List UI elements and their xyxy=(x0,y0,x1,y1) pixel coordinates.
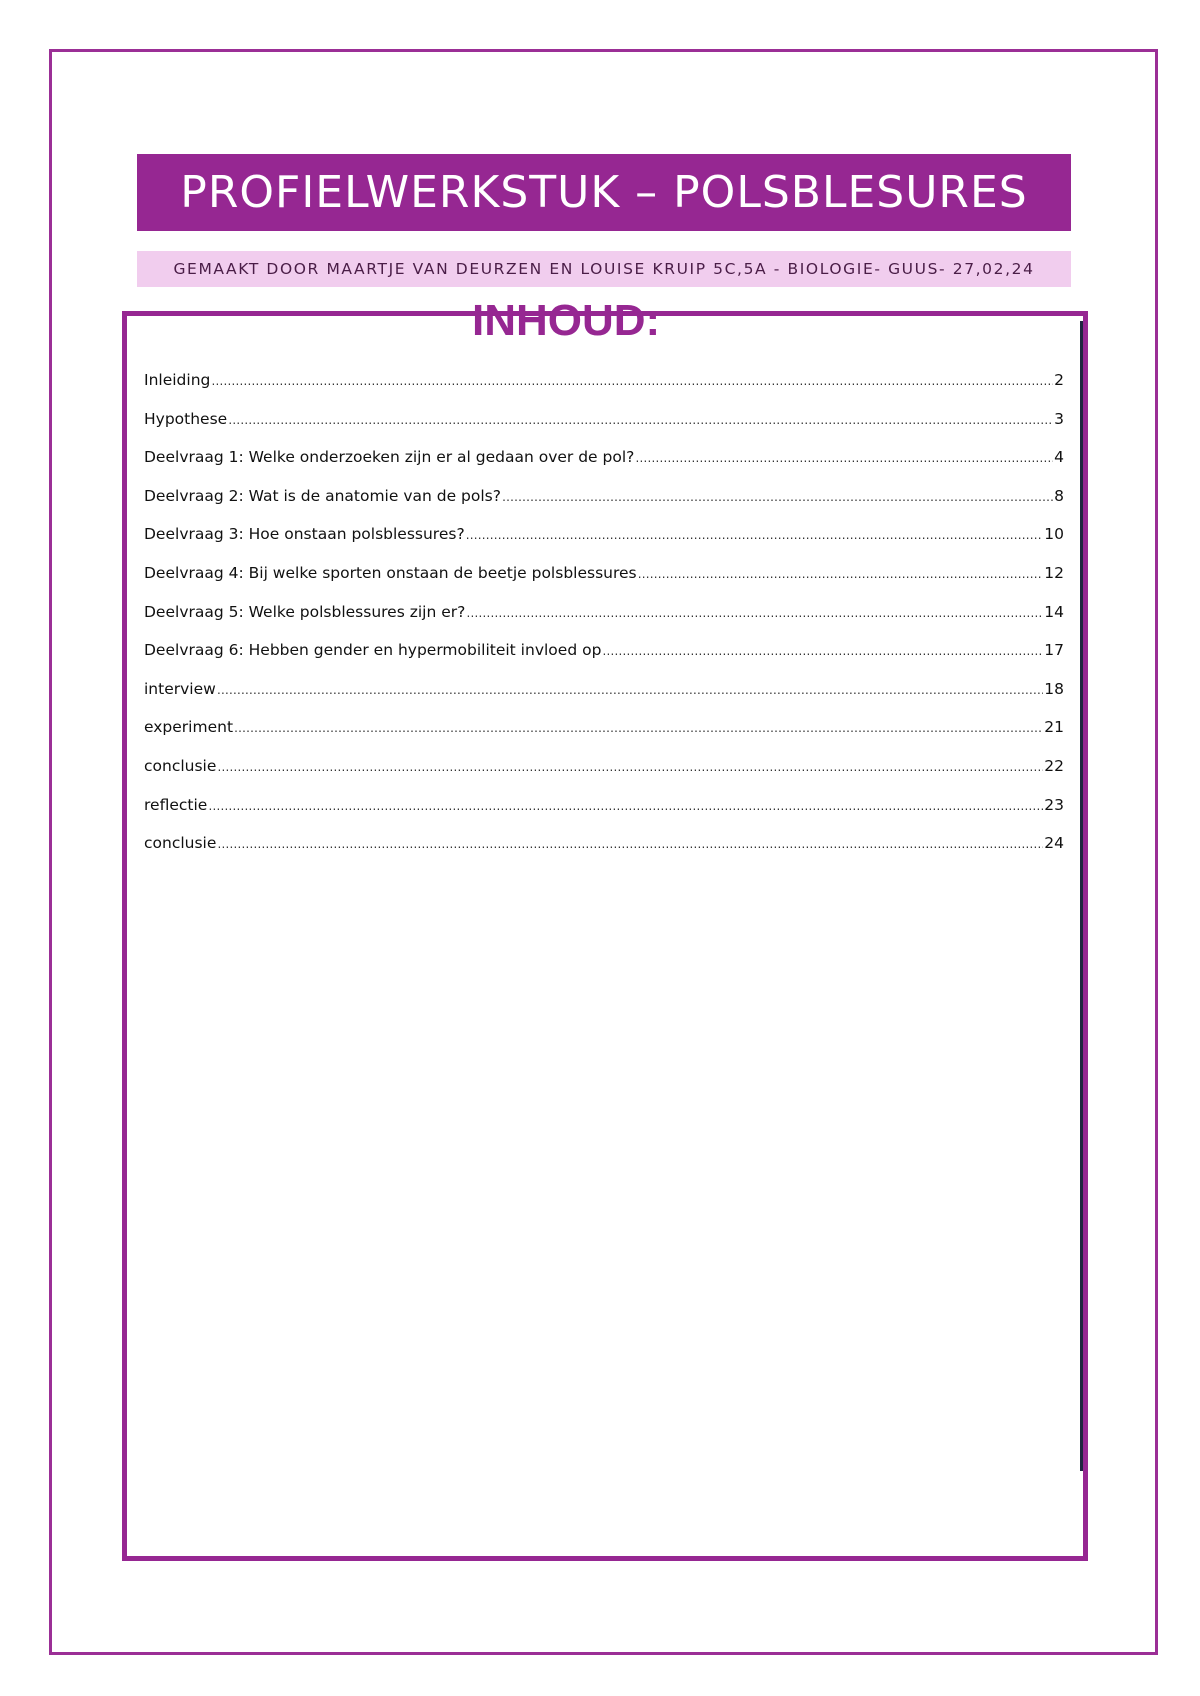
toc-entry[interactable] xyxy=(144,757,1064,796)
toc-entry-page: 10 xyxy=(1044,525,1064,544)
toc-entry-label: Deelvraag 3: Hoe onstaan polsblessures? xyxy=(144,525,465,544)
toc-leader-dots xyxy=(502,490,1053,504)
toc-entry[interactable] xyxy=(144,641,1064,680)
document-title-text: PROFIELWERKSTUK – POLSBLESURES xyxy=(180,167,1028,218)
toc-entry[interactable] xyxy=(144,680,1064,719)
toc-heading: INHOUD: xyxy=(472,296,661,345)
toc-entry-page: 18 xyxy=(1044,679,1064,698)
toc-entry[interactable] xyxy=(144,448,1064,487)
toc-entry-page: 17 xyxy=(1044,641,1064,660)
toc-entry[interactable] xyxy=(144,410,1064,449)
toc-leader-dots xyxy=(234,721,1043,735)
toc-entry-page: 8 xyxy=(1054,486,1064,505)
toc-entry[interactable] xyxy=(144,796,1064,835)
toc-entry-page: 3 xyxy=(1054,409,1064,428)
toc-entry-label: Deelvraag 2: Wat is de anatomie van de pols? xyxy=(144,486,501,505)
toc-entry[interactable] xyxy=(144,564,1064,603)
toc-entry[interactable] xyxy=(144,371,1064,410)
toc-entry-label: reflectie xyxy=(144,795,208,814)
toc-entry[interactable] xyxy=(144,834,1064,873)
toc-leader-dots xyxy=(211,374,1053,388)
toc-leader-dots xyxy=(217,837,1043,851)
toc-entry[interactable] xyxy=(144,603,1064,642)
toc-entry-label: experiment xyxy=(144,718,234,737)
toc-entry-label: Deelvraag 4: Bij welke sporten onstaan de beetje polsblessures xyxy=(144,563,637,582)
document-title xyxy=(137,154,1071,231)
toc-entry-label: Inleiding xyxy=(144,371,211,389)
toc-leader-dots xyxy=(217,683,1043,697)
toc-entry[interactable] xyxy=(144,487,1064,526)
toc-entry-page: 24 xyxy=(1044,834,1064,853)
toc-leader-dots xyxy=(466,606,1043,620)
toc-leader-dots xyxy=(466,528,1044,542)
document-subtitle-text: GEMAAKT DOOR MAARTJE VAN DEURZEN EN LOUISE KRUIP 5C,5A - BIOLOGIE- GUUS- 27,02,24 xyxy=(173,260,1035,278)
toc-entry-page: 2 xyxy=(1054,371,1064,389)
toc-entry-label: Hypothese xyxy=(144,409,228,428)
toc-entry-page: 23 xyxy=(1044,795,1064,814)
toc-entry[interactable] xyxy=(144,525,1064,564)
toc-entry-page: 21 xyxy=(1044,718,1064,737)
toc-leader-dots xyxy=(635,451,1053,465)
toc-entry-label: interview xyxy=(144,679,216,698)
toc-leader-dots xyxy=(217,760,1043,774)
toc-entry-page: 22 xyxy=(1044,756,1064,775)
toc-leader-dots xyxy=(208,799,1043,813)
toc-leader-dots xyxy=(602,644,1043,658)
toc-entry-label: conclusie xyxy=(144,834,217,853)
toc-entry-page: 4 xyxy=(1054,448,1064,467)
document-subtitle xyxy=(137,251,1071,287)
toc-entry-label: conclusie xyxy=(144,756,217,775)
toc-entry-label: Deelvraag 1: Welke onderzoeken zijn er al gedaan over de pol? xyxy=(144,448,635,467)
toc-entry-page: 12 xyxy=(1044,563,1064,582)
toc-list xyxy=(144,371,1064,873)
toc-entry[interactable] xyxy=(144,718,1064,757)
toc-leader-dots xyxy=(228,413,1053,427)
toc-entry-page: 14 xyxy=(1044,602,1064,621)
toc-entry-label: Deelvraag 6: Hebben gender en hypermobiliteit invloed op xyxy=(144,641,602,660)
toc-entry-label: Deelvraag 5: Welke polsblessures zijn er? xyxy=(144,602,466,621)
toc-leader-dots xyxy=(638,567,1044,581)
